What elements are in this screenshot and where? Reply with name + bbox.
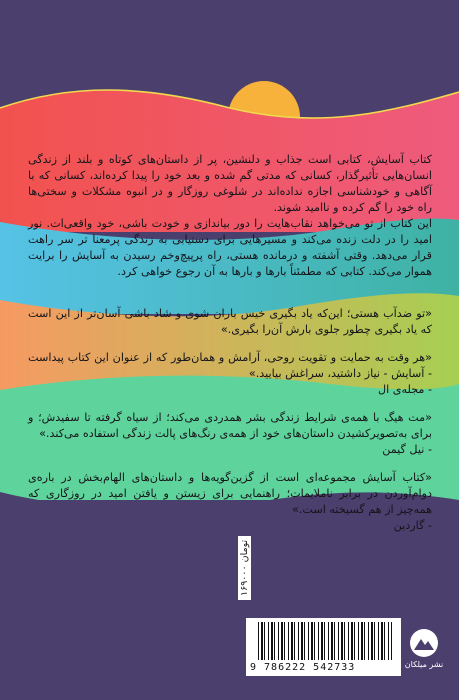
quote-attribution: - مجله‌ی ال <box>377 383 432 396</box>
quote-text: «کتاب آسایش مجموعه‌ای است از گزین‌گویه‌ها و داستان‌های الهام‌بخش در باره‌ی دوام‌آوردن در برابر ناملایمات؛ راهنمایی برای زیستن و یافتن امید در روزگاری که همه‌چیز از هم گسیخته است.» <box>28 471 432 516</box>
price-label: ۱۶۹۰۰۰ تومان <box>238 536 251 600</box>
barcode-number: 9 786222 542733 <box>250 662 356 673</box>
quote-attribution: - گاردین <box>393 519 432 532</box>
quote-block <box>28 470 432 534</box>
quote-text: «هر وقت به حمایت و تقویت روحی، آرامش و همان‌طور که از عنوان این کتاب پیداست - آسایش - نیاز داشتید، سراغش بیایید.» <box>28 351 432 380</box>
publisher-name: نشر میلکان <box>404 660 444 669</box>
barcode-bars <box>258 622 392 660</box>
quote-attribution: - نیل گیمن <box>382 443 432 456</box>
quote-block <box>28 350 432 398</box>
quote-block <box>28 306 432 338</box>
intro-paragraph-1: کتاب آسایش، کتابی است جذاب و دلنشین، پر از داستان‌های کوتاه و بلند از زندگی انسان‌هایی تأثیرگذار، کسانی که مدتی گم شده و بعد خود را پیدا کرده‌اند، کسانی که با آگاهی و خودشناسی اجازه نداده‌اند در شلوغی روزگار و در انبوه مشکلات و سختی‌ها راه خود را گم کرده و ناامید شوند. <box>28 153 432 214</box>
publisher-logo <box>404 628 444 680</box>
quote-text: «مت هیگ با همه‌ی شرایط زندگی بشر همدردی می‌کند؛ از سیاه گرفته تا سفیدش؛ و برای به‌تصویرکشیدن داستان‌های خود از همه‌ی رنگ‌های پالت زندگی استفاده می‌کند.» <box>28 411 432 440</box>
quote-block <box>28 410 432 458</box>
intro-text <box>28 152 432 280</box>
intro-paragraph-2: این کتاب از تو می‌خواهد نقاب‌هایت را دور بیاندازی و خودت باشی، خود واقعی‌ات. نور امید را در دلت زنده می‌کند و مسیرهایی برای دستیابی به زندگی پرمعنا تر سر راهت قرار می‌دهد. وقتی آشفته و درمانده هستی، راه پرپیچ‌وخم رسیدن به آسایش را برایت هموار می‌کند. کتابی که مطمئناً بارها و بارها به آن رجوع خواهی کرد. <box>28 217 432 278</box>
quote-text: «تو ضدآب هستی؛ این‌که یاد بگیری خیس باران شوی و شاد باشی آسان‌تر از این است که یاد بگیری چطور جلوی بارش آن‌را بگیری.» <box>28 307 432 336</box>
barcode <box>246 618 401 676</box>
mountain-logo-icon <box>409 628 439 658</box>
